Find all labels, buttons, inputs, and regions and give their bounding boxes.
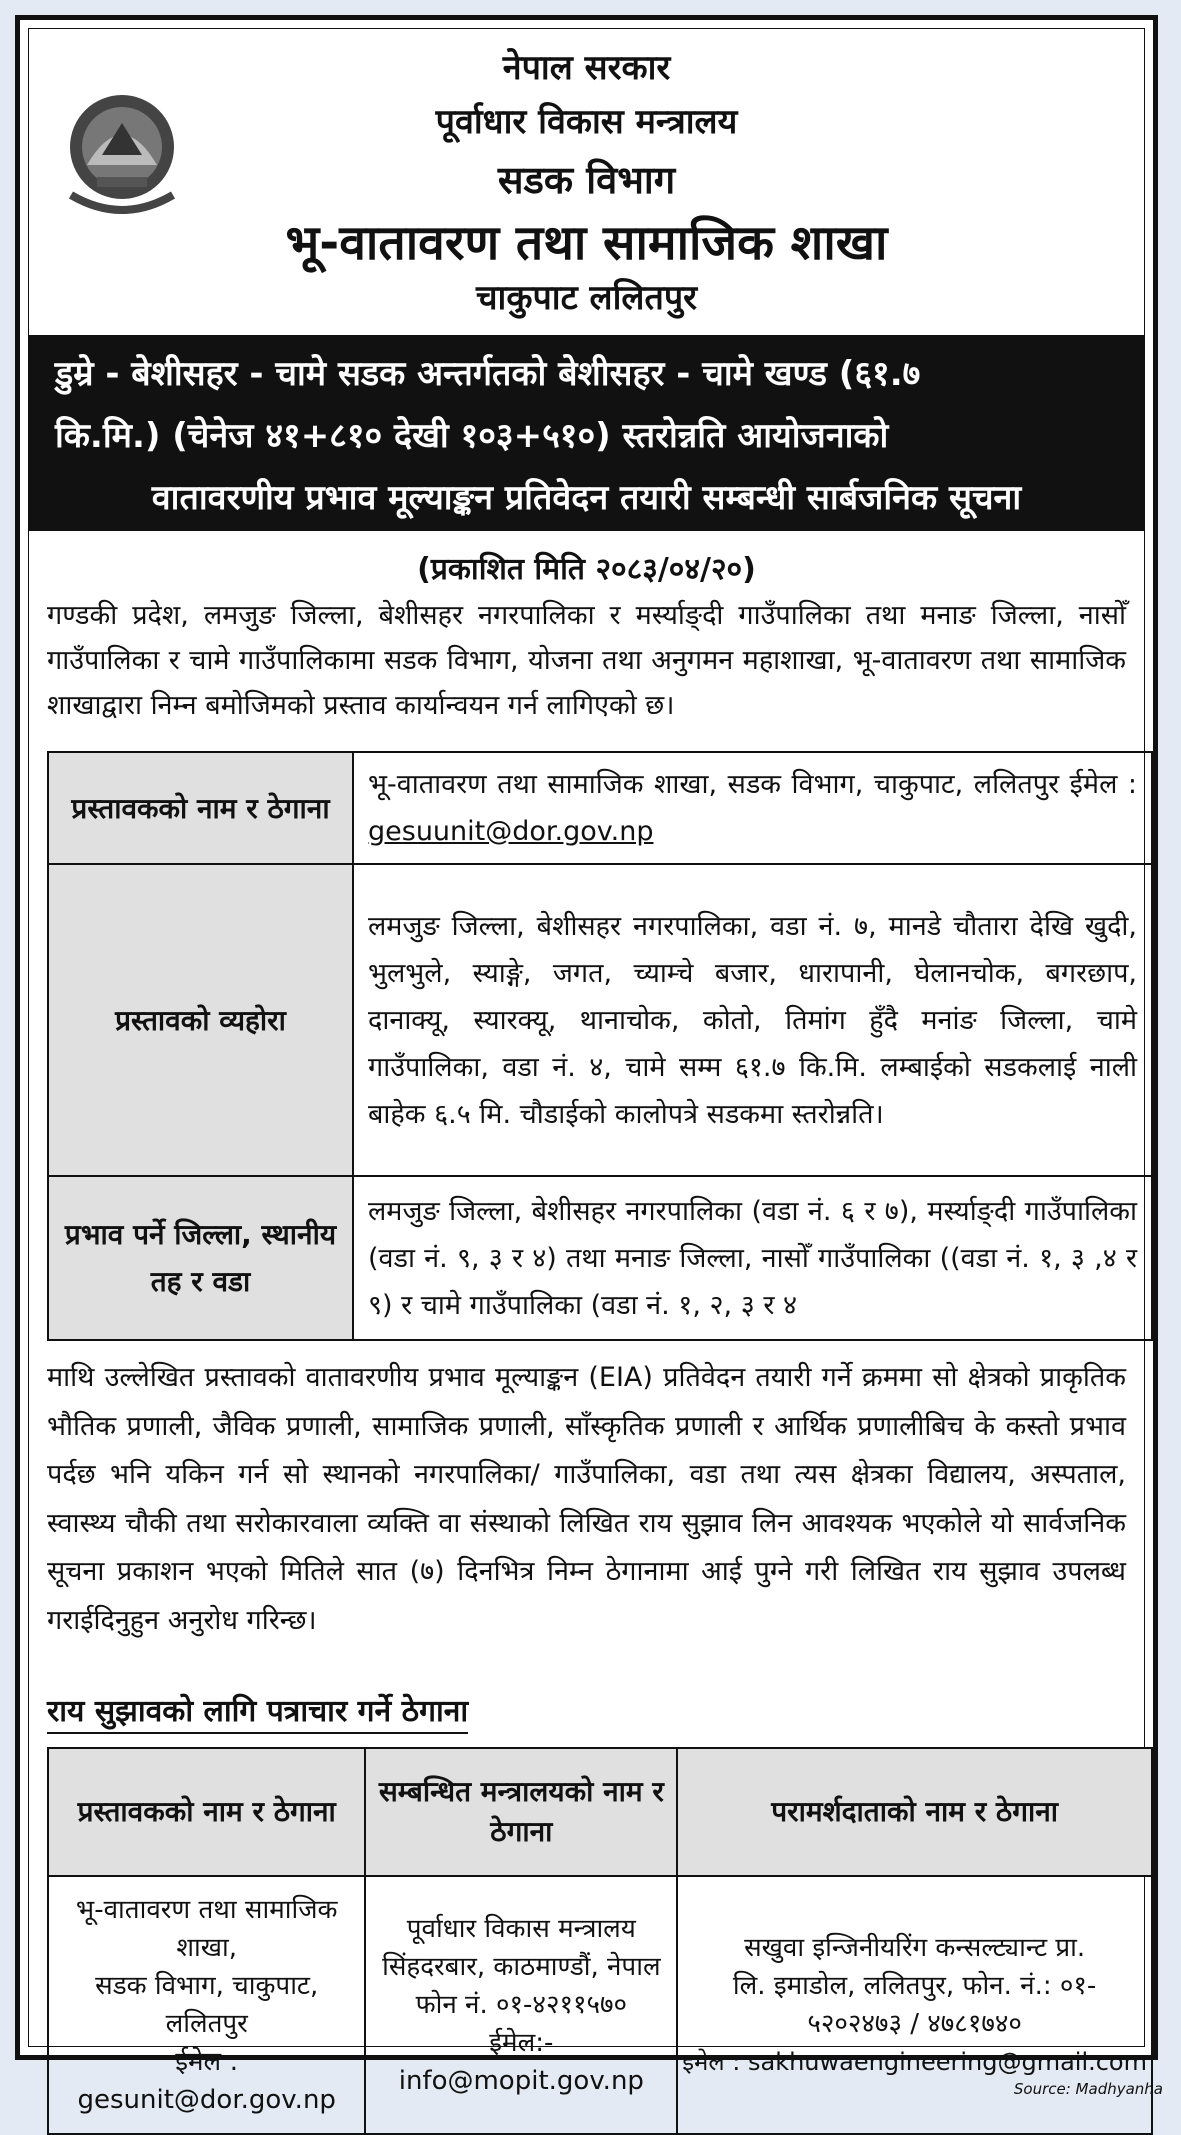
proposer-value bbox=[353, 752, 1152, 864]
table-row bbox=[48, 864, 1152, 1176]
ministry-contact-phone: फोन नं. ०१-४२११५७० bbox=[415, 1990, 628, 2020]
proposal-table bbox=[47, 751, 1153, 1341]
proposer-contact-cell bbox=[48, 1876, 365, 2134]
consultant-contact-email[interactable]: इमेल : sakhuwaengineering@gmail.com bbox=[682, 2048, 1147, 2076]
proposer-contact-email[interactable]: ईमेल : gesunit@dor.gov.np bbox=[77, 2047, 336, 2115]
proposer-email-link[interactable]: gesuunit@dor.gov.np bbox=[368, 816, 654, 847]
request-paragraph: माथि उल्लेखित प्रस्तावको वातावरणीय प्रभाव मूल्याङ्कन (EIA) प्रतिवेदन तयारी गर्ने क्रममा सो क्षेत्रको प्राकृतिक भौतिक प्रणाली, जैविक प्रणाली, सामाजिक प्रणाली, साँस्कृतिक प्रणाली र आर्थिक प्रणालीबिच के कस्तो प्रभाव पर्दछ भनि यकिन गर्न सो स्थानको नगरपालिका/ गाउँपालिका, वडा तथा त्यस क्षेत्रका विद्यालय, अस्पताल, स्वास्थ्य चौकी तथा सरोकारवाला व्यक्ति वा संस्थाको लिखित राय सुझाव लिन आवश्यक भएकोले यो सार्वजनिक सूचना प्रकाशन भएको मितिले सात (७) दिनभित्र निम्न ठेगानामा आई पुग्ने गरी लिखित राय सुझाव उपलब्ध गराईदिनुहुन अनुरोध गरिन्छ। bbox=[47, 1362, 1126, 1636]
consultant-contact-phone: ५२०२४७३ / ४७८१७४० bbox=[807, 2009, 1022, 2039]
government-title: नेपाल सरकार bbox=[502, 48, 671, 88]
location-title: चाकुपाट ललितपुर bbox=[475, 278, 698, 318]
consultant-contact-line: लि. इमाडोल, ललितपुर, फोन. नं.: ०१- bbox=[732, 1971, 1097, 2001]
proposer-contact-line: भू-वातावरण तथा सामाजिक शाखा, bbox=[75, 1895, 338, 1963]
proposer-label: प्रस्तावकको नाम र ठेगाना bbox=[48, 752, 353, 864]
proposer-address: भू-वातावरण तथा सामाजिक शाखा, सडक विभाग, चाकुपाट, ललितपुर ईमेल : bbox=[368, 769, 1137, 800]
ministry-contact-email[interactable]: ईमेल:-info@mopit.gov.np bbox=[398, 2028, 644, 2096]
ministry-contact-line: पूर्वाधार विकास मन्त्रालय bbox=[406, 1914, 636, 1944]
ministry-contact-cell bbox=[365, 1876, 677, 2134]
table-row bbox=[48, 1176, 1152, 1340]
ministry-title: पूर्वाधार विकास मन्त्रालय bbox=[435, 102, 738, 142]
table-row bbox=[48, 1876, 1152, 2134]
proposer-contact-line: सडक विभाग, चाकुपाट, ललितपुर bbox=[95, 1971, 319, 2039]
banner-line-3: वातावरणीय प्रभाव मूल्याङ्कन प्रतिवेदन तयारी सम्बन्धी सार्बजनिक सूचना bbox=[151, 478, 1022, 518]
banner-line-2: कि.मि.) (चेनेज ४१+८१० देखी १०३+५१०) स्तरोन्नति आयोजनाको bbox=[55, 416, 889, 456]
header-proposer: प्रस्तावकको नाम र ठेगाना bbox=[48, 1748, 365, 1876]
contact-heading: राय सुझावको लागि पत्राचार गर्ने ठेगाना bbox=[47, 1689, 468, 1734]
notice-header bbox=[29, 29, 1144, 329]
consultant-contact-line: सखुवा इन्जिनीयरिंग कन्सल्ट्यान्ट प्रा. bbox=[744, 1933, 1086, 1963]
table-row bbox=[48, 752, 1152, 864]
source-credit: Source: Madhyanha bbox=[1013, 2080, 1163, 2098]
proposal-description-label: प्रस्तावको व्यहोरा bbox=[48, 864, 353, 1176]
banner-line-1: डुम्रे - बेशीसहर - चामे सडक अन्तर्गतको बेशीसहर - चामे खण्ड (६१.७ bbox=[55, 354, 921, 394]
contact-table bbox=[47, 1747, 1153, 2135]
header-consultant: परामर्शदाताको नाम र ठेगाना bbox=[677, 1748, 1152, 1876]
affected-areas-value: लमजुङ जिल्ला, बेशीसहर नगरपालिका (वडा नं. ६ र ७), मर्स्याङ्दी गाउँपालिका (वडा नं. ९, ३ र ४) तथा मनाङ जिल्ला, नासोँ गाउँपालिका ((वडा नं. १, ३ ,४ र ९) र चामे गाउँपालिका (वडा नं. १, २, ३ र ४ bbox=[353, 1176, 1152, 1340]
ministry-contact-line: सिंहदरबार, काठमाण्डौं, नेपाल bbox=[382, 1952, 661, 1982]
affected-areas-label: प्रभाव पर्ने जिल्ला, स्थानीय तह र वडा bbox=[48, 1176, 353, 1340]
department-title: सडक विभाग bbox=[497, 158, 676, 202]
published-date: (प्रकाशित मिति २०८३/०४/२०) bbox=[417, 552, 756, 587]
notice-banner bbox=[29, 335, 1144, 531]
header-ministry: सम्बन्धित मन्त्रालयको नाम र ठेगाना bbox=[365, 1748, 677, 1876]
proposal-description-value: लमजुङ जिल्ला, बेशीसहर नगरपालिका, वडा नं. ७, मानडे चौतारा देखि खुदी, भुलभुले, स्याङ्गे, जगत, च्याम्चे बजार, धारापानी, घेलानचोक, बगरछाप, दानाक्यू, स्यारक्यू, थानाचोक, कोतो, तिमांग हुँदै मनांङ जिल्ला, चामे गाउँपालिका, वडा नं. ४, चामे सम्म ६१.७ कि.मि. लम्बाईको सडकलाई नाली बाहेक ६.५ मि. चौडाईको कालोपत्रे सडकमा स्तरोन्नति। bbox=[353, 864, 1152, 1176]
branch-title: भू-वातावरण तथा सामाजिक शाखा bbox=[285, 215, 888, 271]
table-header-row bbox=[48, 1748, 1152, 1876]
intro-paragraph: गण्डकी प्रदेश, लमजुङ जिल्ला, बेशीसहर नगरपालिका र मर्स्याङ्दी गाउँपालिका तथा मनाङ जिल्ला, नासोँ गाउँपालिका र चामे गाउँपालिकामा सडक विभाग, योजना तथा अनुगमन महाशाखा, भू-वातावरण तथा सामाजिक शाखाद्वारा निम्न बमोजिमको प्रस्ताव कार्यान्वयन गर्न लागिएको छ। bbox=[47, 600, 1126, 721]
